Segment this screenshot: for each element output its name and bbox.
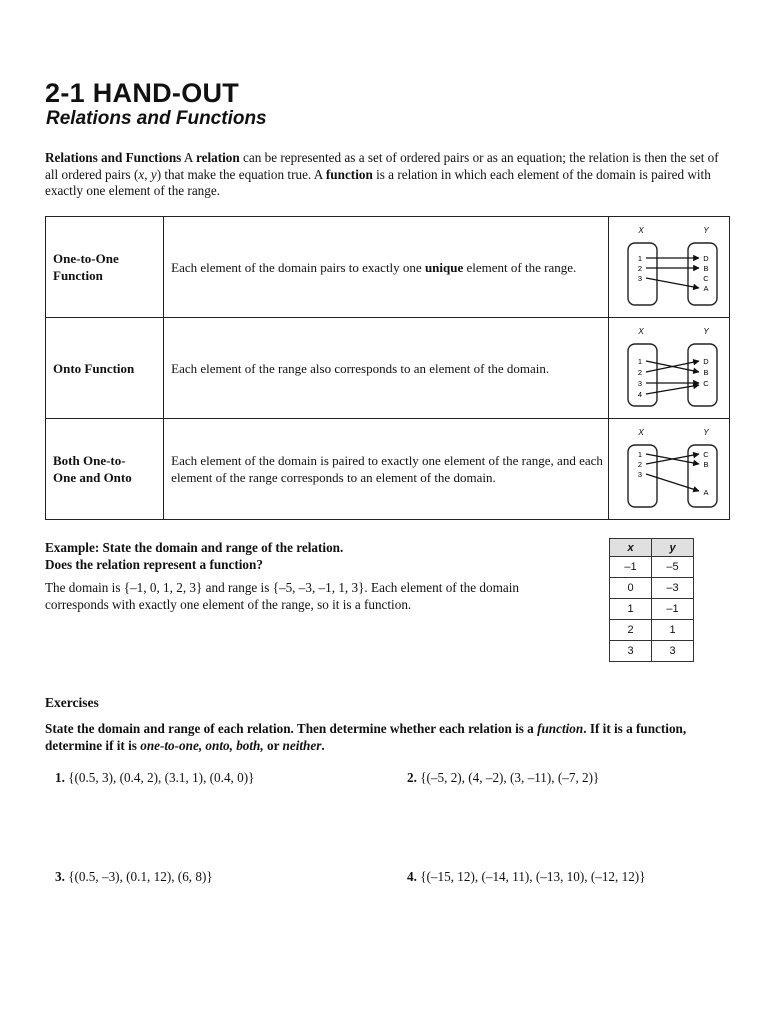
function-types-table <box>45 216 730 520</box>
mapping-arrow <box>646 385 699 394</box>
range-element: C <box>703 450 709 459</box>
name-line: Function <box>53 268 103 283</box>
example-solution: The domain is {–1, 0, 1, 2, 3} and range is {–5, –3, –1, 1, 3}. Each element of the domain corresponds with exactly one element of the range, so it is a function. <box>45 580 519 612</box>
table-row <box>46 419 730 520</box>
range-element: B <box>703 264 709 273</box>
intro-text: , <box>144 166 151 182</box>
function-type-description: Each element of the range also corresponds to an element of the domain. <box>164 318 609 419</box>
table-cell: –1 <box>652 599 694 620</box>
exercise-relation: {(–5, 2), (4, –2), (3, –11), (–7, 2)} <box>420 770 600 785</box>
exercise-relation: {(0.5, –3), (0.1, 12), (6, 8)} <box>68 869 213 884</box>
y-axis-label: Y <box>703 226 709 235</box>
name-line: One and Onto <box>53 470 132 485</box>
exercises-instructions <box>45 720 735 754</box>
instr-emphasis: neither <box>282 738 322 753</box>
table-cell: –3 <box>652 578 694 599</box>
table-cell: 1 <box>610 599 652 620</box>
intro-text: is a relation in which each element of the domain is paired with exactly one element of the range. <box>45 166 711 198</box>
instr-text: . If it is a function, determine if it is <box>45 721 687 753</box>
domain-element: 3 <box>637 274 643 283</box>
page-title: 2-1 HAND-OUT <box>45 78 240 108</box>
intro-paragraph <box>45 150 725 200</box>
table-row <box>610 599 694 620</box>
instr-text: . <box>321 738 325 753</box>
domain-element: 1 <box>637 450 643 459</box>
exercise-item-4 <box>407 869 646 885</box>
table-row <box>46 318 730 419</box>
bijection-mapping-diagram <box>613 425 725 513</box>
instr-text: State the domain and range of each relation. Then determine whether each relation is a <box>45 721 538 736</box>
desc-text: Each element of the domain pairs to exactly one <box>171 259 425 275</box>
x-axis-label: X <box>638 428 644 437</box>
exercise-number: 3. <box>55 869 65 884</box>
name-line: Both One-to- <box>53 453 126 468</box>
example-heading <box>45 540 565 573</box>
instr-emphasis: function <box>537 721 584 736</box>
name-line: Onto Function <box>53 360 135 376</box>
exercise-relation: {(–15, 12), (–14, 11), (–13, 10), (–12, 12)} <box>420 869 646 884</box>
range-element: B <box>703 368 709 377</box>
page-subtitle: Relations and Functions <box>46 108 267 129</box>
table-row <box>46 217 730 318</box>
range-element: C <box>703 274 709 283</box>
domain-element: 3 <box>637 379 643 388</box>
domain-element: 4 <box>637 390 643 399</box>
mapping-diagram-cell <box>609 318 730 419</box>
intro-lead: Relations and Functions <box>45 150 182 165</box>
example-heading-line: Does the relation represent a function? <box>45 556 263 572</box>
exercise-number: 4. <box>407 869 417 884</box>
desc-text: element of the range. <box>463 259 577 275</box>
domain-element: 1 <box>637 254 643 263</box>
range-element: D <box>703 254 709 263</box>
y-axis-label: Y <box>703 428 709 437</box>
example-xy-table <box>609 538 694 662</box>
intro-x-var: x <box>138 166 145 182</box>
name-line: One-to-One <box>53 251 119 266</box>
x-axis-label: X <box>638 226 644 235</box>
table-row <box>610 620 694 641</box>
table-cell: 3 <box>652 641 694 662</box>
instr-text: or <box>263 738 283 753</box>
x-axis-label: X <box>638 327 644 336</box>
exercise-item-3 <box>55 869 213 885</box>
onto-mapping-diagram <box>613 324 725 412</box>
mapping-arrow <box>646 278 699 288</box>
y-axis-label: Y <box>703 327 709 336</box>
mapping-arrow <box>646 474 699 491</box>
range-element: C <box>703 379 709 388</box>
table-cell: 3 <box>610 641 652 662</box>
mapping-diagram-cell <box>609 419 730 520</box>
exercise-item-2 <box>407 770 599 786</box>
function-type-description: Each element of the domain is paired to exactly one element of the range, and each element of the range corresponds to an element of the domain. <box>164 419 609 520</box>
table-row <box>610 641 694 662</box>
intro-function-term: function <box>325 166 373 182</box>
range-element: A <box>703 284 709 293</box>
domain-element: 1 <box>637 357 643 366</box>
mapping-diagram-cell <box>609 217 730 318</box>
domain-element: 2 <box>637 460 643 469</box>
range-element: B <box>703 460 709 469</box>
exercise-relation: {(0.5, 3), (0.4, 2), (3.1, 1), (0.4, 0)} <box>68 770 255 785</box>
function-type-description <box>164 217 609 318</box>
intro-text: ) that make the equation true. A <box>156 166 326 182</box>
exercise-item-1 <box>55 770 254 786</box>
domain-element: 2 <box>637 264 643 273</box>
intro-relation-term: relation <box>195 150 240 165</box>
domain-element: 3 <box>637 470 643 479</box>
domain-oval <box>628 344 657 406</box>
function-type-name <box>46 419 164 520</box>
intro-y-var: y <box>150 166 157 182</box>
table-header-row <box>610 539 694 557</box>
table-row <box>610 557 694 578</box>
example-heading-line: Example: State the domain and range of the relation. <box>45 540 344 555</box>
intro-text: can be represented as a set of ordered pairs or as an equation; the relation is then the set of all ordered pairs ( <box>45 150 719 182</box>
one-to-one-mapping-diagram <box>613 223 725 311</box>
exercise-number: 1. <box>55 770 65 785</box>
desc-emphasis: unique <box>424 259 464 275</box>
range-element: D <box>703 357 709 366</box>
exercises-heading: Exercises <box>45 695 99 710</box>
column-header-x: x <box>610 539 652 557</box>
table-cell: –1 <box>610 557 652 578</box>
table-cell: 2 <box>610 620 652 641</box>
domain-element: 2 <box>637 368 643 377</box>
exercise-number: 2. <box>407 770 417 785</box>
range-element: A <box>703 488 709 497</box>
table-cell: 0 <box>610 578 652 599</box>
domain-oval <box>628 243 657 305</box>
table-cell: –5 <box>652 557 694 578</box>
function-type-name <box>46 217 164 318</box>
column-header-y: y <box>652 539 694 557</box>
intro-text: A <box>181 150 196 165</box>
table-row <box>610 578 694 599</box>
function-type-name <box>46 318 164 419</box>
table-cell: 1 <box>652 620 694 641</box>
instr-emphasis: one-to-one, onto, both, <box>140 738 264 753</box>
